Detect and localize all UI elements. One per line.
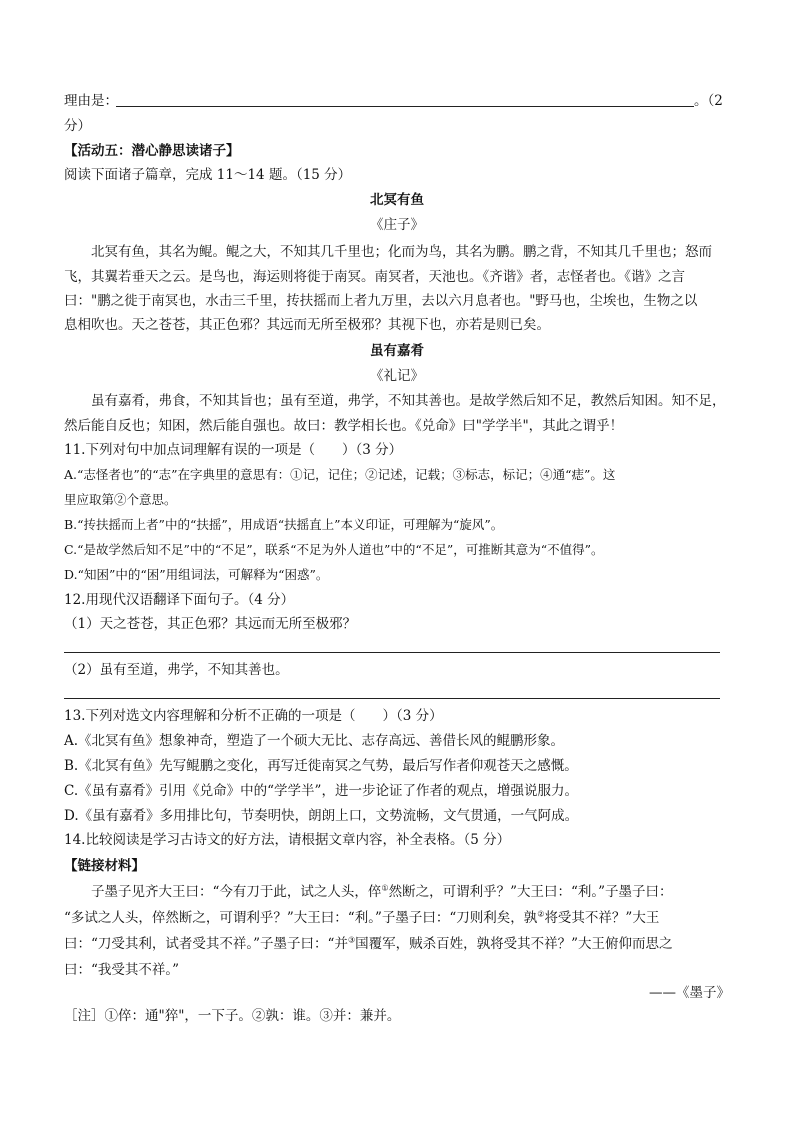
- passage1-line: 曰："鹏之徙于南冥也，水击三千里，抟扶摇而上者九万里，去以六月息者也。"野马也，尘埃也，生物之以: [64, 293, 698, 309]
- passage2-source: 《礼记》: [370, 368, 424, 384]
- link-line: [64, 882, 730, 902]
- q10-points: 分）: [64, 118, 91, 134]
- passage1-line: 息相吹也。天之苍苍，其正色邪？其远而无所至极邪？其视下也，亦若是则已矣。: [64, 317, 550, 333]
- passage2-line: 虽有嘉肴，弗食，不知其旨也；虽有至道，弗学，不知其善也。是故学然后知不足，教然后知困。知不足，: [91, 393, 726, 409]
- q12-answer-line-2[interactable]: [64, 698, 720, 699]
- link-footnote: ［注］①倅：通"猝"，一下子。②孰：谁。③并：兼并。: [64, 1008, 401, 1024]
- link-line: [64, 908, 730, 928]
- footnote-marker: ②: [537, 909, 545, 919]
- q10-answer-blank[interactable]: [116, 106, 694, 107]
- activity5-instruction: 阅读下面诸子篇章，完成 11～14 题。（15 分）: [64, 167, 352, 183]
- footnote-marker: ③: [347, 935, 356, 945]
- q12-answer-line-1[interactable]: [64, 652, 720, 653]
- q12-sentence-2: （2）虽有至道，弗学，不知其善也。: [64, 662, 289, 678]
- passage2-title: 虽有嘉肴: [370, 343, 424, 359]
- q10-reason-row: [64, 91, 730, 111]
- q11-option-a[interactable]: A.“志怪者也”的“志”在字典里的意思有：①记，记住；②记述，记载；③标志，标记；④通“痣”。这: [64, 467, 616, 482]
- q11-option-c[interactable]: C.“是故学然后知不足”中的“不足”，联系“不足为外人道也”中的“不足”，可推断其意为“不值得”。: [64, 542, 604, 557]
- link-line: 曰：“我受其不祥。”: [64, 962, 180, 978]
- passage1-line: 北冥有鱼，其名为鲲。鲲之大，不知其几千里也；化而为鸟，其名为鹏。鹏之背，不知其几千里也；怒而: [91, 244, 712, 260]
- q14-stem: 14.比较阅读是学习古诗文的好方法，请根据文章内容，补全表格。（5 分）: [64, 832, 511, 848]
- q13-option-c[interactable]: C.《虽有嘉肴》引用《兑命》中的“学学半”，进一步论证了作者的观点，增强说服力。: [64, 783, 578, 799]
- link-text: “多试之人头，倅然断之，可谓利乎？”大王曰：“利。”子墨子曰：“刀则利矣，孰: [64, 910, 538, 926]
- q13-option-b[interactable]: B.《北冥有鱼》先写鲲鹏之变化，再写迁徙南冥之气势，最后写作者仰观苍天之感慨。: [64, 758, 578, 774]
- q11-option-a-cont: 里应取第②个意思。: [64, 492, 177, 507]
- q12-stem: 12.用现代汉语翻译下面句子。（4 分）: [64, 592, 295, 608]
- link-text: 子墨子见齐大王曰：“今有刀于此，试之人头，倅: [91, 884, 382, 900]
- q10-reason-tail: 。（2: [694, 93, 723, 109]
- passage1-title: 北冥有鱼: [370, 192, 424, 208]
- link-text: 将受其不祥？”大王: [544, 910, 660, 926]
- link-source: ——《墨子》: [649, 985, 730, 1001]
- passage2-line: 然后能自反也；知困，然后能自强也。故曰：教学相长也。《兑命》曰"学学半"，其此之谓乎！: [64, 418, 624, 434]
- footnote-marker: ①: [381, 883, 389, 893]
- q10-reason-label: 理由是：: [64, 93, 118, 109]
- link-text: 国覆军，贼杀百姓，孰将受其不祥？”大王俯仰而思之: [355, 936, 673, 952]
- q13-option-d[interactable]: D.《虽有嘉肴》多用排比句，节奏明快，朗朗上口，文势流畅，文气贯通，一气阿成。: [64, 808, 579, 824]
- link-text: 然断之，可谓利乎？”大王曰：“利。”子墨子曰：: [388, 884, 673, 900]
- passage1-line: 飞，其翼若垂天之云。是鸟也，海运则将徙于南冥。南冥者，天池也。《齐谐》者，志怪者也。《谐》之言: [64, 269, 685, 285]
- q11-option-b[interactable]: B.“抟扶摇而上者”中的“扶摇”，用成语“扶摇直上”本义印证，可理解为“旋风”。: [64, 517, 504, 532]
- link-text: 曰：“刀受其利，试者受其不祥。”子墨子曰：“并: [64, 936, 348, 952]
- q11-option-d[interactable]: D.“知困”中的“困”用组词法，可解释为“困惑”。: [64, 567, 329, 582]
- q13-option-a[interactable]: A.《北冥有鱼》想象神奇，塑造了一个硕大无比、志存高远、善借长风的鲲鹏形象。: [64, 733, 565, 749]
- q11-stem: 11.下列对句中加点词理解有误的一项是（ ）（3 分）: [64, 442, 403, 458]
- link-line: [64, 934, 730, 954]
- q12-sentence-1: （1）天之苍苍，其正色邪？其远而无所至极邪？: [64, 616, 357, 632]
- link-heading: 【链接材料】: [64, 858, 145, 874]
- activity5-heading: 【活动五：潜心静思读诸子】: [64, 143, 240, 159]
- q13-stem: 13.下列对选文内容理解和分析不正确的一项是（ ）（3 分）: [64, 708, 443, 724]
- passage1-source: 《庄子》: [370, 217, 424, 233]
